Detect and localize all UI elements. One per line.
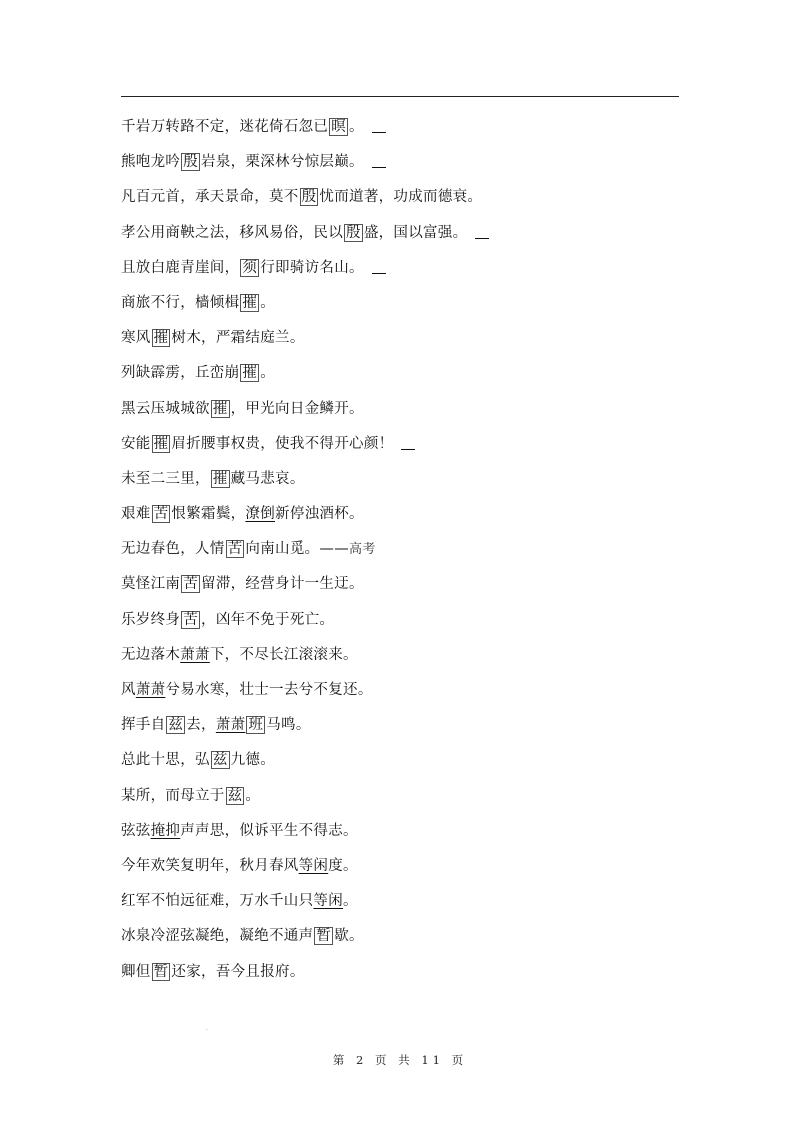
line-text: 。 — [343, 893, 358, 910]
boxed-keyword: 苦 — [227, 541, 243, 558]
page-footer: 第 2 页 共 11 页 — [332, 1053, 468, 1067]
line-text: 莫怪江南 — [121, 576, 181, 593]
boxed-keyword: 摧 — [242, 294, 258, 311]
text-line — [121, 781, 681, 816]
line-text: 安能 — [121, 435, 151, 452]
boxed-keyword: 暂 — [153, 963, 169, 980]
boxed-keyword: 兹 — [227, 787, 243, 804]
text-line — [121, 147, 681, 182]
line-text: 且放白鹿青崖间， — [121, 259, 240, 276]
boxed-keyword: 苦 — [153, 506, 169, 523]
boxed-keyword: 摧 — [153, 435, 169, 452]
line-text: 兮易水寒，壮士一去兮不复还。 — [165, 682, 373, 698]
text-line — [121, 886, 681, 921]
header-rule — [121, 96, 679, 97]
line-text: 。 — [260, 365, 276, 382]
line-text: 寒风 — [121, 330, 151, 347]
boxed-keyword: 兹 — [168, 717, 184, 734]
text-line — [121, 957, 681, 992]
answer-blank — [372, 273, 386, 274]
line-text: 忧而道著，功成而德衰。 — [319, 189, 483, 206]
line-text: 。 — [349, 119, 364, 135]
text-line — [121, 921, 681, 956]
boxed-keyword: 暝 — [331, 119, 347, 135]
text-line — [121, 710, 681, 745]
text-line — [121, 816, 681, 851]
document-body — [121, 112, 681, 992]
line-text: ，凶年不免于死亡。 — [201, 611, 335, 628]
line-text: 弦弦 — [121, 822, 151, 839]
underlined-keyword: 萧萧 — [180, 646, 210, 663]
text-line — [121, 675, 681, 710]
line-text: 留滞，经营身计一生迂。 — [201, 576, 364, 593]
line-text: 某所，而母立于 — [121, 787, 225, 804]
text-line — [121, 640, 681, 675]
text-line — [121, 429, 681, 464]
underlined-keyword: 掩抑 — [150, 822, 181, 839]
line-text: 无边春色，人情 — [121, 541, 225, 558]
text-line — [121, 851, 681, 886]
text-line — [121, 464, 681, 499]
text-line — [121, 218, 681, 253]
line-text: 藏马悲哀。 — [230, 470, 305, 487]
boxed-keyword: 摧 — [212, 400, 228, 417]
line-text: 总此十思，弘 — [121, 752, 210, 769]
line-text: 眉折腰事权贵，使我不得开心颜！ — [171, 435, 394, 452]
underlined-keyword: 萧萧 — [215, 717, 246, 734]
line-text: 。 — [260, 294, 276, 311]
boxed-keyword: 暂 — [316, 928, 332, 945]
line-text: 盛，国以富强。 — [363, 224, 468, 241]
text-line — [121, 499, 681, 534]
text-line — [121, 569, 681, 604]
line-text: 风 — [121, 682, 136, 698]
line-text: 九德。 — [230, 752, 276, 769]
text-line — [121, 323, 681, 358]
line-text: 黑云压城城欲 — [121, 400, 210, 417]
line-text: 恨繁霜鬓， — [171, 506, 246, 523]
text-line — [121, 605, 681, 640]
line-text: 向南山觅。—— — [245, 541, 350, 558]
answer-blank — [401, 449, 415, 450]
line-text: 未至二三里， — [121, 470, 210, 487]
line-text: 歇。 — [334, 928, 364, 945]
boxed-keyword: 摧 — [212, 470, 228, 487]
answer-blank — [372, 132, 386, 133]
line-text: ，甲光向日金鳞开。 — [230, 400, 364, 417]
line-text: 商旅不行，樯倾楫 — [121, 294, 240, 311]
boxed-keyword: 须 — [242, 259, 258, 276]
boxed-keyword: 苦 — [183, 611, 199, 628]
boxed-keyword: 兹 — [212, 752, 228, 769]
boxed-keyword: 殷 — [301, 189, 317, 206]
underlined-keyword: 等闲 — [298, 857, 329, 874]
line-text: 孝公用商鞅之法，移风易俗，民以 — [121, 224, 343, 241]
text-line — [121, 288, 681, 323]
text-line — [121, 745, 681, 780]
line-text: 下，不尽长江滚滚来。 — [209, 646, 358, 663]
stray-mark: · — [206, 1027, 208, 1034]
line-text: 艰难 — [121, 506, 151, 523]
line-text: 凡百元首，承天景命，莫不 — [121, 189, 299, 206]
text-line — [121, 253, 681, 288]
line-text: 无边落木 — [121, 646, 181, 663]
line-text: 红军不怕远征难，万水千山只 — [121, 893, 314, 910]
line-text: 千岩万转路不定，迷花倚石忽已 — [121, 119, 329, 135]
line-text: 新停浊酒杯。 — [275, 506, 364, 523]
boxed-keyword: 摧 — [153, 330, 169, 347]
line-text: 熊咆龙吟 — [121, 154, 181, 171]
boxed-keyword: 苦 — [183, 576, 199, 593]
underlined-keyword: 等闲 — [313, 893, 344, 910]
boxed-keyword: 殷 — [346, 224, 361, 241]
underlined-keyword: 萧萧 — [135, 682, 166, 698]
line-text: 。 — [245, 787, 261, 804]
line-text: 今年欢笑复明年，秋月春风 — [121, 857, 299, 874]
line-text: 冰泉冷涩弦凝绝，凝绝不通声 — [121, 928, 314, 945]
line-text: 挥手自 — [121, 717, 166, 734]
text-line — [121, 358, 681, 393]
underlined-keyword: 潦倒 — [245, 506, 276, 523]
text-line — [121, 534, 681, 569]
line-text: 还家，吾今且报府。 — [171, 963, 305, 980]
line-text: 行即骑访名山。 — [260, 259, 364, 276]
line-text: 卿但 — [121, 963, 151, 980]
line-text: 乐岁终身 — [121, 611, 181, 628]
source-tag: 高考 — [349, 542, 376, 558]
line-text: 声声思，似诉平生不得志。 — [180, 822, 358, 839]
boxed-keyword: 摧 — [242, 365, 258, 382]
boxed-keyword: 殷 — [183, 154, 199, 171]
line-text: 岩泉，栗深林兮惊层巅。 — [201, 154, 364, 171]
answer-blank — [372, 167, 386, 168]
boxed-keyword: 班 — [248, 717, 264, 734]
line-text: 树木，严霜结庭兰。 — [171, 330, 305, 347]
line-text: 马鸣。 — [266, 717, 311, 734]
text-line — [121, 394, 681, 429]
line-text: 度。 — [328, 857, 358, 874]
answer-blank — [475, 238, 489, 239]
line-text: 列缺霹雳，丘峦崩 — [121, 365, 240, 382]
text-line — [121, 182, 681, 217]
line-text: 去， — [186, 717, 216, 734]
text-line — [121, 112, 681, 147]
